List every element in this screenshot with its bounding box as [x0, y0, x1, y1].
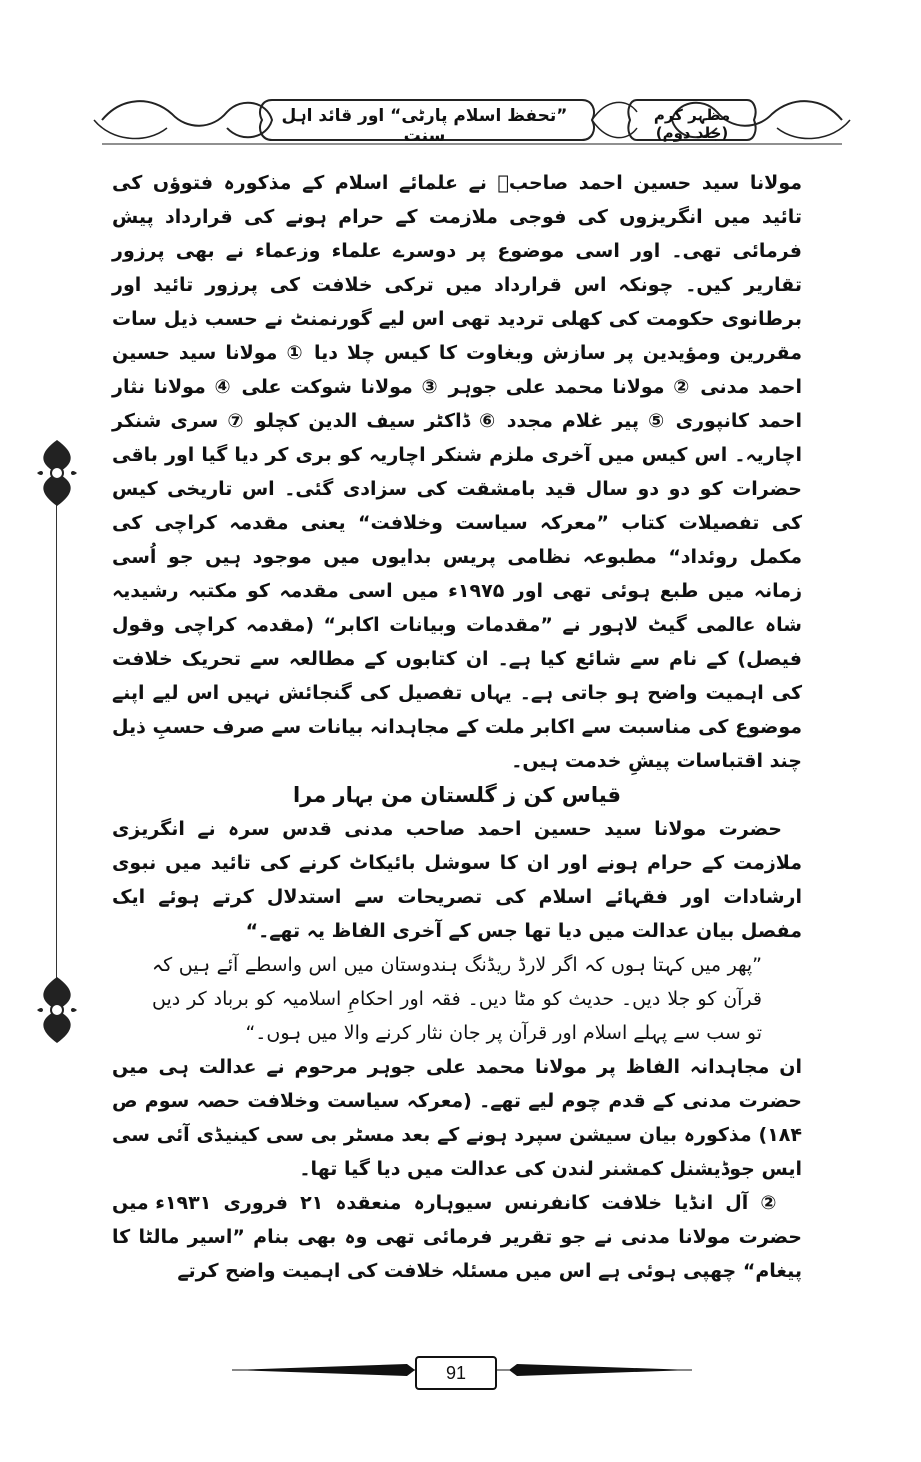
floral-ornament-icon [31, 438, 83, 508]
paragraph: ان مجاہدانہ الفاظ پر مولانا محمد علی جوہر مرحوم نے عدالت ہی میں حضرت مدنی کے قدم چوم لیے تھے۔ (معرکہ سیاست وخلافت حصہ سوم ص ۱۸۴) مذکورہ بیان سیشن سپرد ہونے کے بعد مسٹر بی سی کینیڈی آئی سی ایس جوڈیشنل کمشنر لندن کی عدالت میں دیا گیا تھا۔ [112, 1056, 802, 1180]
block-quote: ”پھر میں کہتا ہوں کہ اگر لارڈ ریڈنگ ہندوستان میں اس واسطے آئے ہیں کہ قرآن کو جلا دیں۔ حدیث کو مٹا دیں۔ فقہ اور احکامِ اسلامیہ کو برباد کر دیں تو سب سے پہلے اسلام اور قرآن پر جان نثار کرنے والا میں ہوں۔“ [152, 954, 762, 1044]
paragraph: مولانا سید حسین احمد صاحبؒ نے علمائے اسلام کے مذکورہ فتوؤں کی تائید میں انگریزوں کی فوجی ملازمت کے حرام ہونے کی قرارداد پیش فرمائی تھی۔ اور اسی موضوع پر دوسرے علماء وزعماء نے بھی پرزور تقاریر کیں۔ چونکہ اس قرارداد میں ترکی خلافت کی پرزور تائید اور برطانوی حکومت کی کھلی تردید تھی اس لیے گورنمنٹ نے حسب ذیل سات مقررین ومؤیدین پر سازش وبغاوت کا کیس چلا دیا ① مولانا سید حسین احمد مدنی ② مولانا محمد علی جوہر ③ مولانا شوکت علی ④ مولانا نثار احمد کانپوری ⑤ پیر غلام مجدد ⑥ ڈاکٹر سیف الدین کچلو ⑦ سری شنکر اچاریہ۔ اس کیس میں آخری ملزم شنکر اچاریہ کو بری کر دیا گیا اور باقی حضرات کو دو دو سال قید بامشقت کی سزادی گئی۔ اس تاریخی کیس کی تفصیلات کتاب ”معرکہ سیاست وخلافت“ یعنی مقدمہ کراچی کی مکمل روئداد“ مطبوعہ نظامی پریس بدایوں میں موجود ہیں جو اُسی زمانہ میں طبع ہوئی تھی اور ۱۹۷۵ء میں اسی مقدمہ کو مکتبہ رشیدیہ شاہ عالمی گیٹ لاہور نے ”مقدمات وبیانات اکابر“ (مقدمہ کراچی وقول فیصل) کے نام سے شائع کیا ہے۔ ان کتابوں کے مطالعہ سے تحریک خلافت کی اہمیت واضح ہو جاتی ہے۔ یہاں تفصیل کی گنجائش نہیں اس لیے اپنے موضوع کی مناسبت سے اکابر ملت کے مجاہدانہ بیانات سے صرف حسبِ ذیل چند اقتباسات پیشِ خدمت ہیں۔ [112, 172, 803, 772]
book-title: مظہر کرم (جلد دوم) [653, 106, 731, 142]
floral-ornament-icon [31, 975, 83, 1045]
paragraph: ② آل انڈیا خلافت کانفرنس سیوہارہ منعقدہ ۲۱ فروری ۱۹۳۱ء میں حضرت مولانا مدنی نے جو تقریر فرمائی تھی وہ بھی بنام ”اسیر مالٹا کا پیغام“ چھپی ہوئی ہے اس میں مسئلہ خلافت کی اہمیت واضح کرتے [112, 1192, 802, 1282]
chapter-title: ”تحفظ اسلام پارٹی“ اور قائد اہل سنت [281, 106, 568, 146]
paragraph: حضرت مولانا سید حسین احمد صاحب مدنی قدس سرہ نے انگریزی ملازمت کے حرام ہونے اور ان کا سوشل بائیکاٹ کرنے کی تائید میں نبوی ارشادات اور فقہائے اسلام کی تصریحات سے استدلال کرتے ہوئے ایک مفصل بیان عدالت میں دیا تھا جس کے آخری الفاظ یہ تھے۔“ [112, 818, 802, 942]
main-text [112, 166, 802, 1288]
page-header [92, 92, 852, 148]
margin-rule [56, 448, 57, 1038]
page-number: 91 [415, 1356, 497, 1390]
persian-verse: قیاس کن ز گلستان من بہار مرا [292, 783, 622, 807]
